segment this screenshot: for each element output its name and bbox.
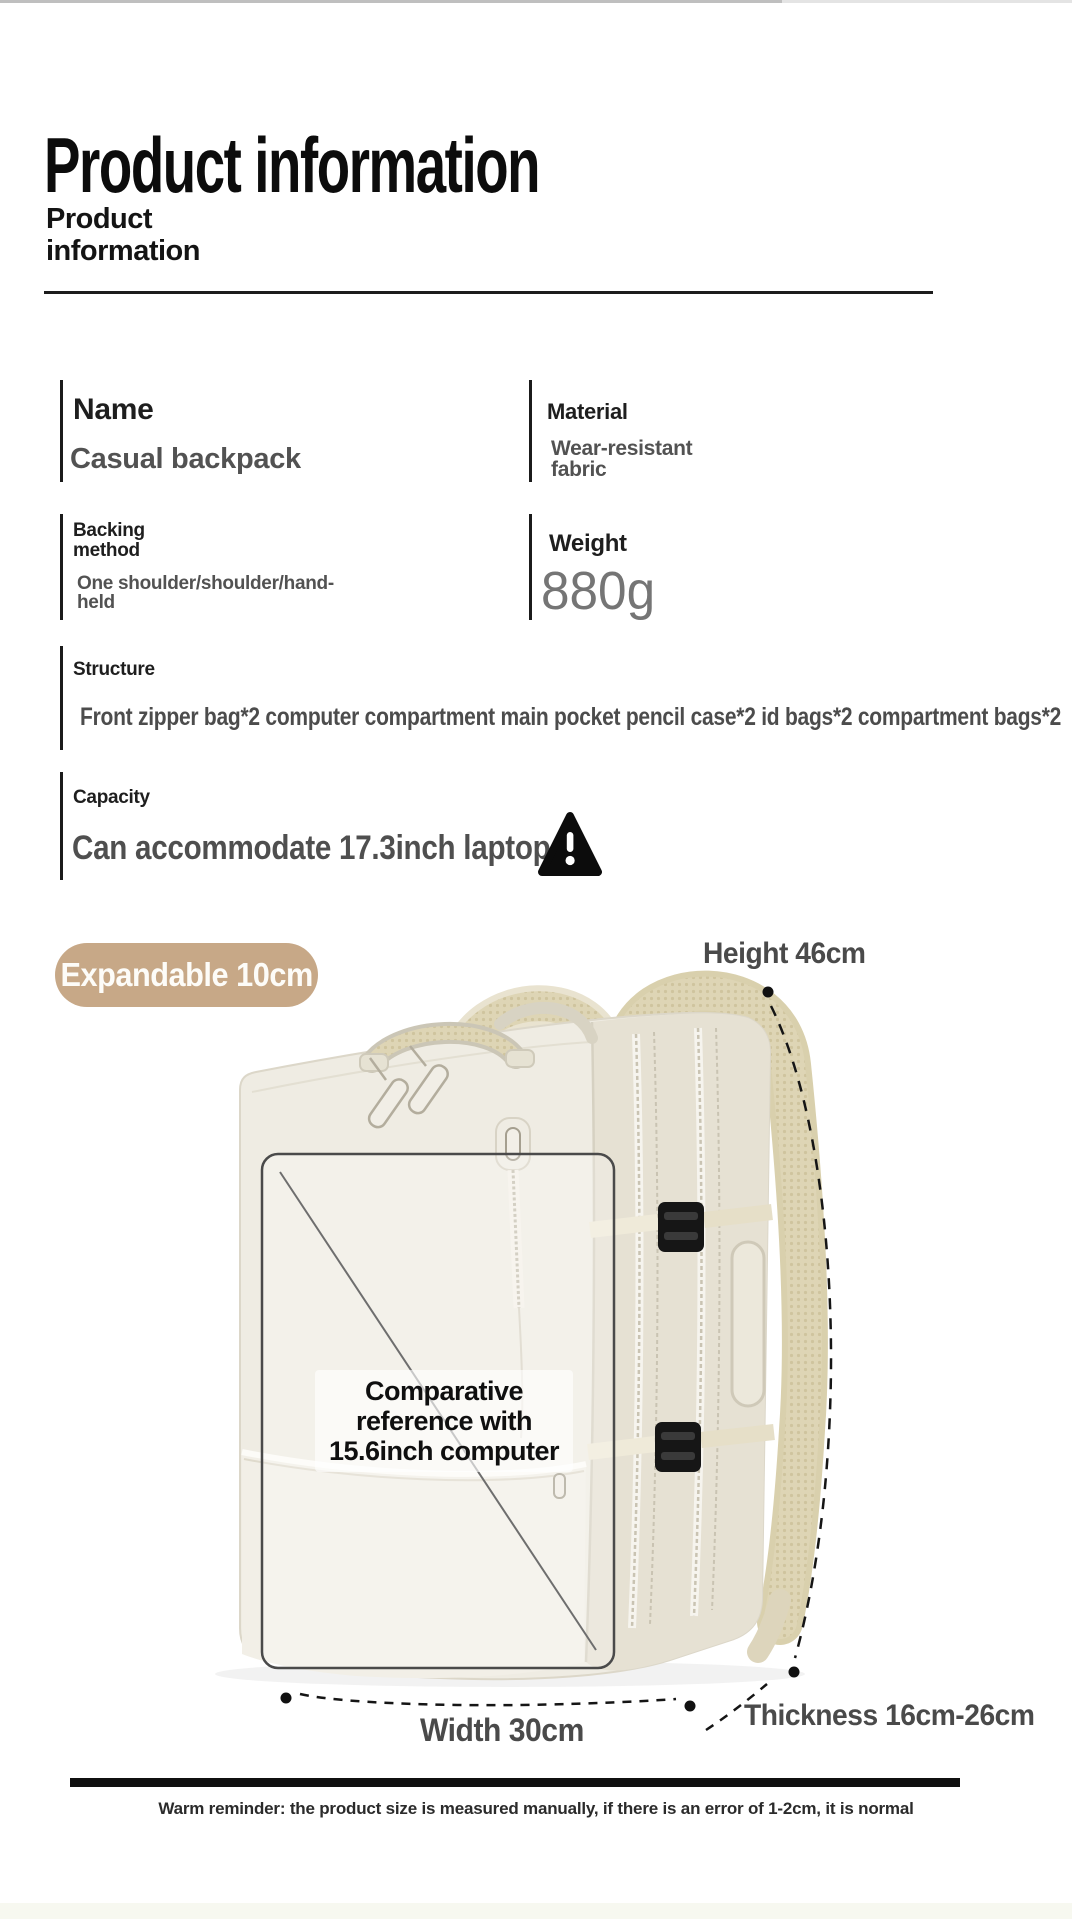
material-section-bar xyxy=(529,380,532,482)
warning-icon xyxy=(538,810,602,880)
structure-section-bar xyxy=(60,646,63,750)
capacity-value: Can accommodate 17.3inch laptop xyxy=(72,829,551,867)
laptop-reference-line3: 15.6inch computer xyxy=(328,1436,560,1466)
top-hairline-dark xyxy=(0,0,782,3)
structure-value: Front zipper bag*2 computer compartment main pocket pencil case*2 id bags*2 compartment bags*2 xyxy=(80,703,1062,731)
expandable-badge-label: Expandable 10cm xyxy=(60,956,313,993)
divider-line xyxy=(44,291,933,294)
capacity-label: Capacity xyxy=(73,787,150,808)
name-value: Casual backpack xyxy=(70,443,301,475)
page-title: Product information xyxy=(44,121,540,209)
backpack-photo xyxy=(200,960,880,1720)
material-value: Wear-resistant fabric xyxy=(551,437,693,481)
width-label: Width 30cm xyxy=(420,1712,584,1748)
weight-label: Weight xyxy=(549,530,627,557)
name-label: Name xyxy=(73,393,154,426)
thickness-label: Thickness 16cm-26cm xyxy=(744,1699,1035,1732)
laptop-reference-line2: reference with xyxy=(355,1406,533,1436)
side-handle xyxy=(732,1242,764,1406)
laptop-reference-line1: Comparative xyxy=(364,1376,524,1406)
page-subtitle: Product information xyxy=(46,203,200,267)
capacity-section-bar xyxy=(60,772,63,880)
backing-label: Backing method xyxy=(73,520,145,562)
footer-bar xyxy=(70,1778,960,1787)
laptop-reference-text xyxy=(315,1370,573,1472)
height-label: Height 46cm xyxy=(703,937,866,970)
bottom-strip xyxy=(0,1903,1072,1919)
warm-reminder: Warm reminder: the product size is measured manually, if there is an error of 1-2cm, it is normal xyxy=(158,1799,914,1818)
structure-label: Structure xyxy=(73,659,155,680)
weight-section-bar xyxy=(529,514,532,620)
name-section-bar xyxy=(60,380,63,482)
backing-value: One shoulder/shoulder/hand-held xyxy=(77,573,334,613)
material-label: Material xyxy=(547,399,628,424)
weight-value: 880g xyxy=(541,561,656,621)
backing-section-bar xyxy=(60,514,63,620)
